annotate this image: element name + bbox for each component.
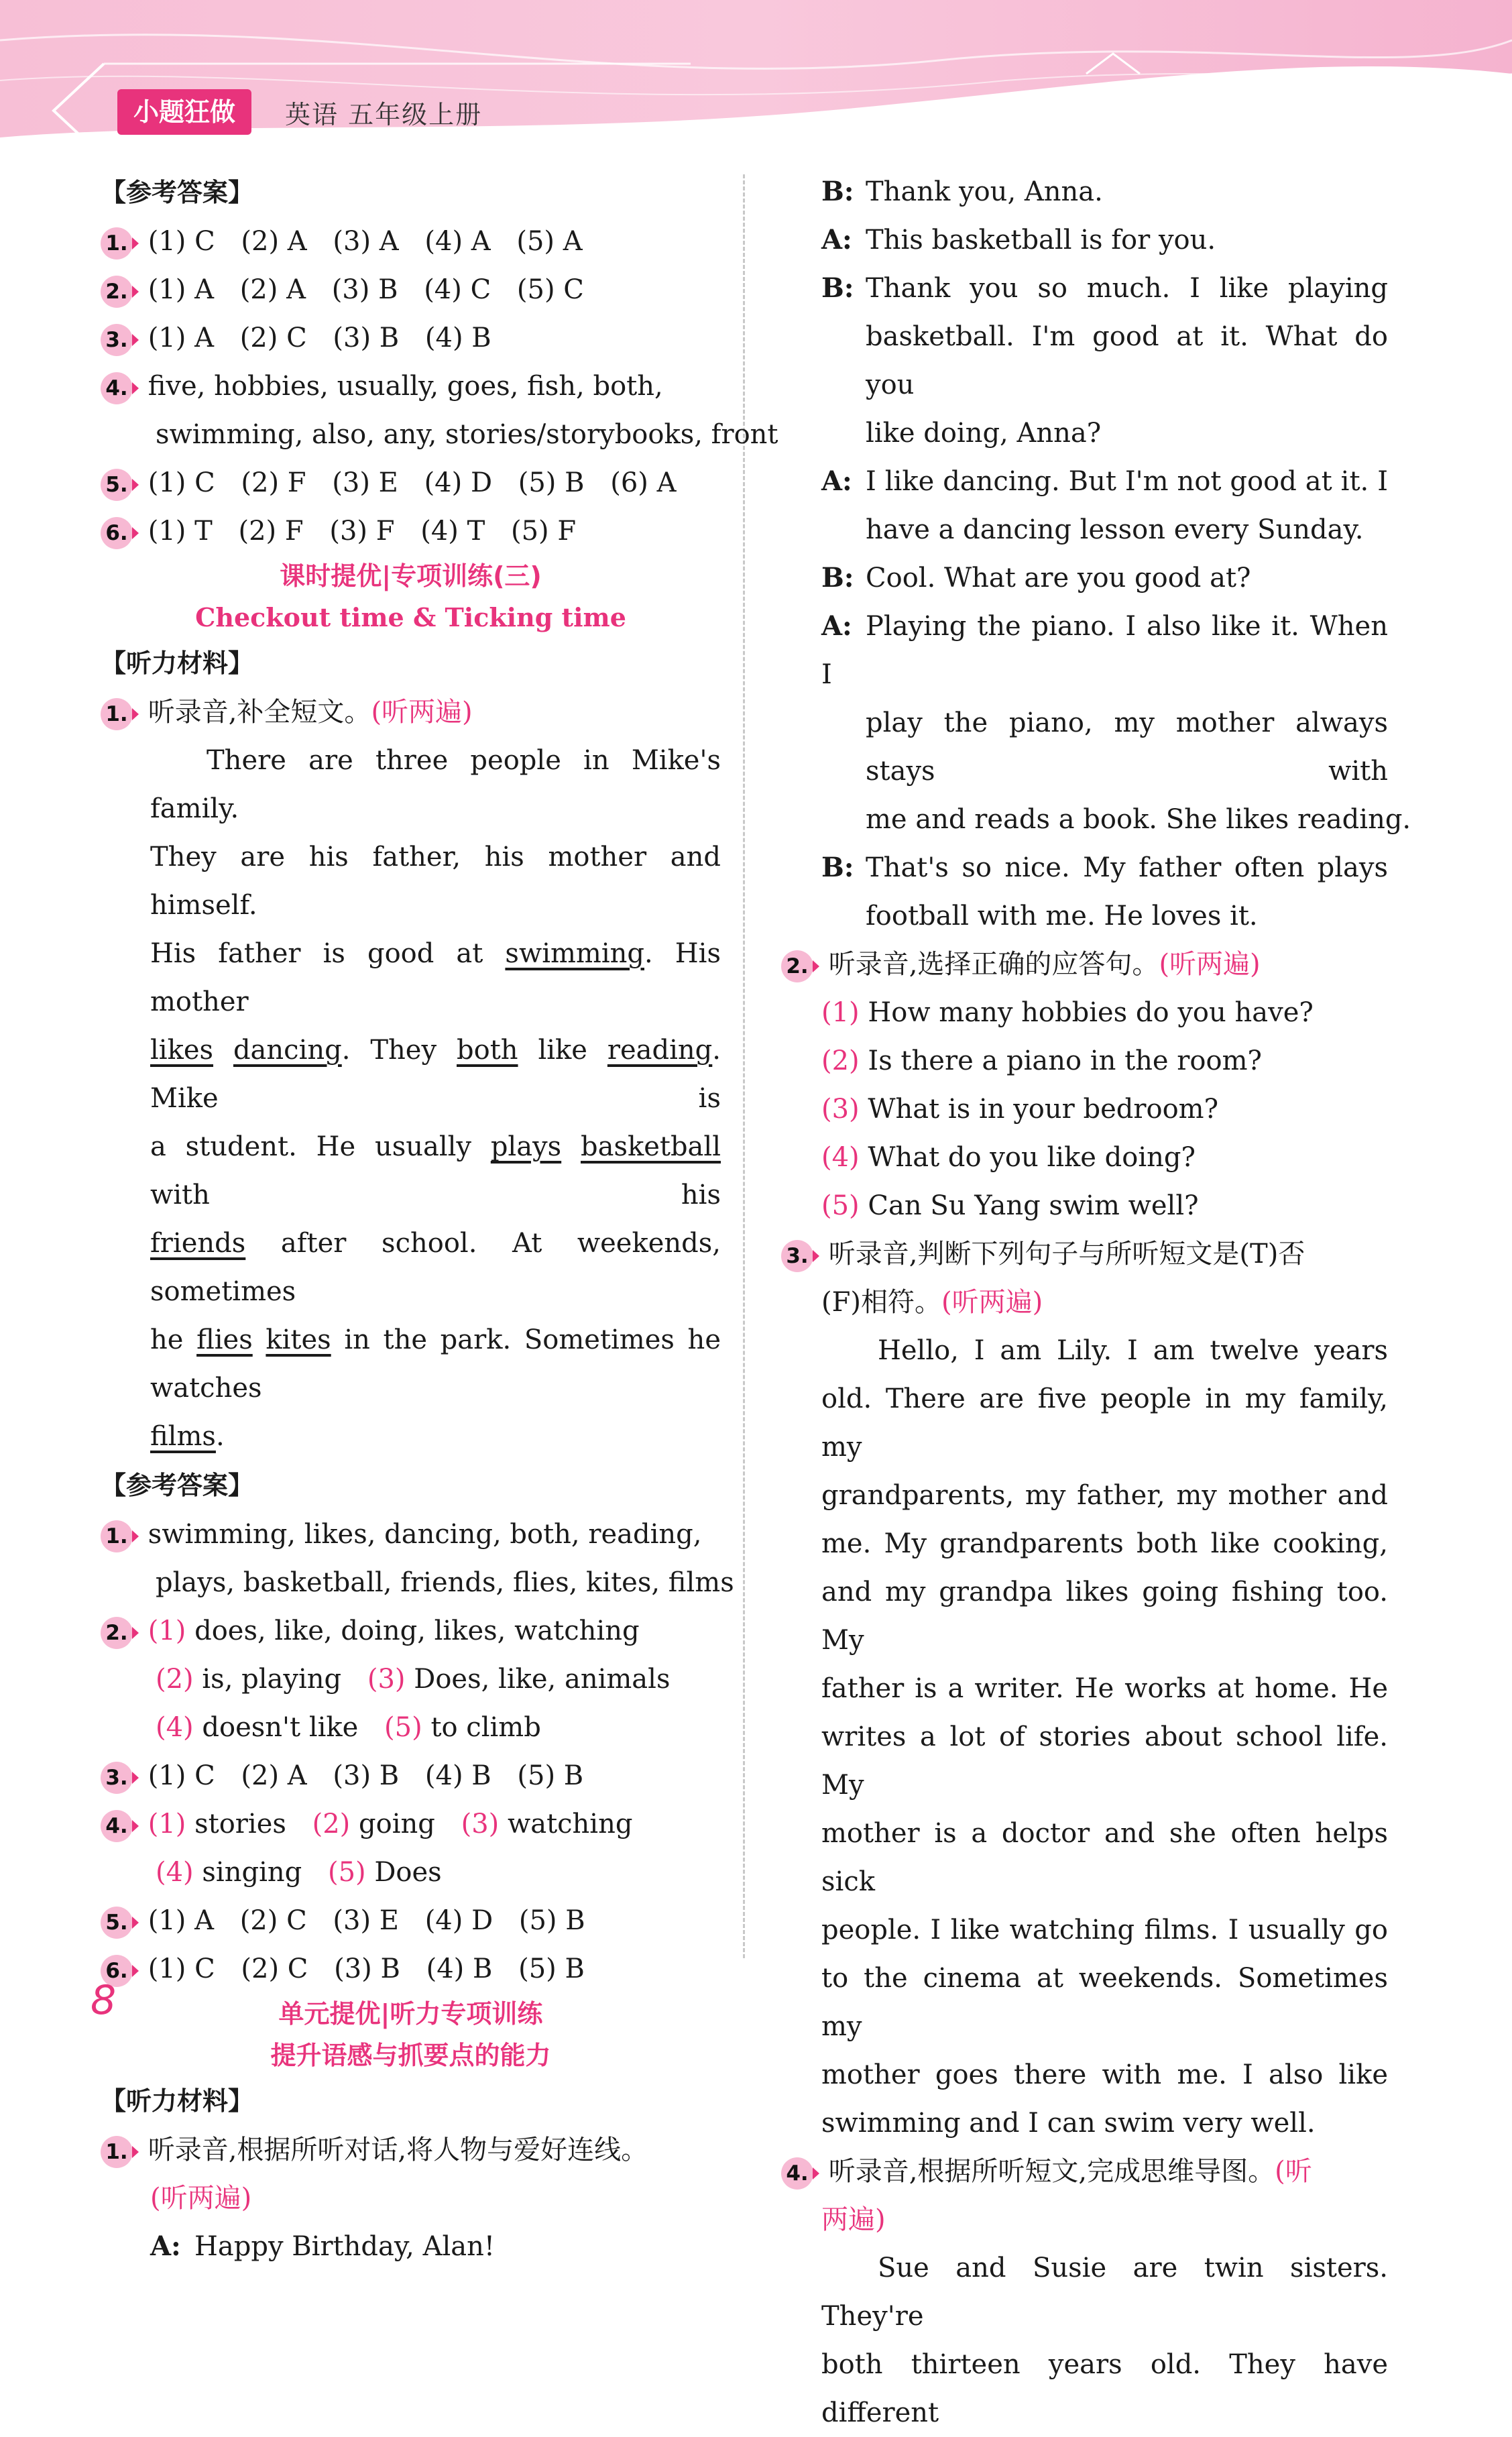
dialogue-text: I like dancing. But I'm not good at it. I — [866, 466, 1388, 497]
answer: (1) A — [148, 323, 214, 353]
blank-answer: flies — [196, 1324, 253, 1355]
fill-blank-passage — [101, 736, 721, 1461]
answer-text: going — [359, 1809, 435, 1839]
passage-line: Sue and Susie are twin sisters. They're — [821, 2253, 1388, 2332]
answer: (4) B — [426, 1953, 493, 1984]
text: His father is good at — [150, 938, 506, 969]
sub-number: (1) — [821, 997, 860, 1028]
question-number-badge: 1. — [101, 2136, 133, 2168]
sub-number: (3) — [367, 1664, 406, 1695]
sub-number: (1) — [148, 1616, 186, 1646]
answer: (2) A — [241, 1760, 307, 1791]
listening-material-heading-2: 【听力材料】 — [101, 2086, 254, 2116]
answer: (2) C — [239, 1905, 307, 1936]
answer: (4) D — [424, 1905, 493, 1936]
answer-text: Does — [374, 1857, 442, 1888]
answer: (1) T — [148, 516, 213, 547]
passage-line: people. I like watching films. I usually go — [821, 1915, 1388, 1945]
text: after school. At weekends, sometimes — [150, 1228, 721, 1307]
answer: (1) C — [148, 1760, 215, 1791]
answer: (2) F — [238, 516, 304, 547]
dialogue-line-continued: me and reads a book. She likes reading. — [866, 804, 1411, 835]
dialogue-text: This basketball is for you. — [866, 225, 1216, 256]
speaker-label: A: — [150, 2230, 181, 2262]
question-number-badge: 3. — [781, 1240, 813, 1272]
question-text: What do you like doing? — [868, 1142, 1196, 1173]
text: . Mike is — [150, 1035, 721, 1114]
header-badge: 小题狂做 — [117, 89, 251, 135]
answer-row-5 — [101, 1896, 721, 1945]
question-number-badge: 4. — [101, 372, 133, 404]
question-text: What is in your bedroom? — [868, 1094, 1219, 1125]
passage-line: There are three people in Mike's family. — [150, 745, 721, 824]
dialogue-line-continued: basketball. I'm good at it. What do you — [866, 321, 1388, 400]
answer-row-6 — [101, 1945, 721, 1993]
blank-answer: basketball — [580, 1131, 721, 1162]
question-item — [821, 1085, 1388, 1133]
answer-text: swimming, likes, dancing, both, reading, — [148, 1519, 702, 1550]
dialogue-block — [821, 168, 1411, 940]
answer: (4) B — [424, 1760, 491, 1791]
answer-row-2-continued — [101, 1703, 721, 1752]
listening-question-2 — [781, 940, 1388, 988]
text: like — [518, 1035, 607, 1066]
answer: (3) B — [333, 1760, 400, 1791]
speaker-label: B: — [821, 176, 854, 207]
speaker-label: A: — [821, 465, 852, 497]
answer: (5) F — [511, 516, 577, 547]
answer: (3) B — [333, 323, 400, 353]
passage-line — [150, 1123, 721, 1219]
passage-line — [150, 929, 721, 1026]
answer: (4) T — [420, 516, 485, 547]
answer: (2) A — [239, 274, 306, 305]
instruction: 听录音,选择正确的应答句。 — [828, 949, 1159, 980]
answer: (5) A — [516, 226, 583, 257]
passage-line — [150, 1316, 721, 1412]
section-subtitle-cn-2: 提升语感与抓要点的能力 — [270, 2041, 551, 2070]
answer-row-2 — [101, 266, 721, 314]
listen-twice-note: (听两遍) — [150, 2183, 252, 2214]
answer-row-6 — [101, 507, 721, 555]
passage-line — [150, 1412, 721, 1461]
instruction: 听录音,补全短文。 — [148, 697, 371, 728]
sub-number: (5) — [821, 1190, 860, 1221]
answer: (1) C — [148, 467, 215, 498]
blank-answer: friends — [150, 1228, 246, 1259]
text: a student. He usually — [150, 1131, 491, 1162]
answer-row-4-continued — [101, 1848, 721, 1896]
instruction: 听录音,判断下列句子与所听短文是(T)否 — [828, 1239, 1305, 1269]
dialogue-line — [821, 844, 1388, 892]
blank-answer: both — [457, 1035, 518, 1066]
sub-number: (2) — [821, 1045, 860, 1076]
speaker-label: A: — [821, 224, 852, 256]
passage-line: both thirteen years old. They have different — [821, 2349, 1388, 2428]
dialogue-text: Thank you so much. I like playing — [866, 273, 1388, 304]
answer-row-1-continued: plays, basketball, friends, flies, kites, films — [156, 1567, 734, 1598]
passage-line: and my grandpa likes going fishing too. My — [821, 1577, 1388, 1656]
listen-twice-note: (听两遍) — [941, 1287, 1043, 1318]
answer-text: to climb — [430, 1712, 541, 1743]
answer: (2) C — [241, 1953, 308, 1984]
text: in the park. Sometimes he watches — [150, 1324, 721, 1404]
question-number-badge: 2. — [101, 1617, 133, 1649]
dialogue-text: Playing the piano. I also like it. When I — [821, 611, 1388, 690]
question-number-badge: 2. — [781, 950, 813, 982]
answer-text: Does, like, animals — [414, 1664, 671, 1695]
answer-row-4 — [101, 362, 721, 410]
answer: (3) B — [331, 274, 398, 305]
answer: (6) A — [610, 467, 677, 498]
passage-line: to the cinema at weekends. Sometimes my — [821, 1963, 1388, 2042]
passage-line: mother goes there with me. I also like — [821, 2059, 1388, 2090]
blank-answer: films — [150, 1421, 216, 1452]
listening-question-1 — [101, 688, 721, 736]
passage-line: grandparents, my father, my mother and — [821, 1480, 1388, 1511]
speaker-label: A: — [821, 610, 852, 642]
dialogue-line — [821, 554, 1388, 602]
instruction: 听录音,根据所听短文,完成思维导图。 — [828, 2156, 1275, 2187]
answer: (1) A — [148, 274, 214, 305]
question-item — [821, 1037, 1388, 1085]
answer-row-2-continued — [101, 1655, 721, 1703]
answer: (5) C — [516, 274, 584, 305]
text: with his — [150, 1180, 721, 1210]
lily-passage — [821, 1326, 1388, 2147]
question-number-badge: 5. — [101, 469, 133, 501]
question-number-badge: 4. — [101, 1810, 133, 1842]
answer-text: stories — [194, 1809, 286, 1839]
question-number-badge: 3. — [101, 324, 133, 356]
answer: (1) C — [148, 226, 215, 257]
dialogue-text: Thank you, Anna. — [866, 176, 1103, 207]
instruction-continued — [821, 1278, 1388, 1326]
passage-line — [150, 1219, 721, 1316]
section-title-en: Checkout time & Ticking time — [195, 602, 626, 632]
passage-line — [150, 1026, 721, 1123]
dialogue-line-continued: football with me. He loves it. — [866, 901, 1258, 931]
passage-line: me. My grandparents both like cooking, — [821, 1528, 1388, 1559]
speaker-label: B: — [821, 562, 854, 593]
answer-row-3 — [101, 314, 721, 362]
question-number-badge: 4. — [781, 2157, 813, 2190]
speaker-label: B: — [821, 852, 854, 883]
text: . His mother — [150, 938, 721, 1017]
sub-number: (4) — [156, 1857, 194, 1888]
blank-answer: dancing — [233, 1035, 342, 1066]
answer: (5) B — [518, 467, 585, 498]
header-band — [0, 0, 1512, 154]
listen-twice-note: (听 — [1275, 2156, 1312, 2187]
answer: (3) F — [329, 516, 395, 547]
dialogue-text: Happy Birthday, Alan! — [194, 2231, 495, 2262]
text: he — [150, 1324, 197, 1355]
dialogue-line-continued: have a dancing lesson every Sunday. — [866, 514, 1364, 545]
answer: (5) B — [518, 1905, 585, 1936]
answer-text: doesn't like — [202, 1712, 359, 1743]
answer-row-5 — [101, 459, 721, 507]
answer: (5) B — [518, 1953, 585, 1984]
question-number-badge: 3. — [101, 1762, 133, 1794]
blank-answer: likes — [150, 1035, 214, 1066]
header-subtitle: 英语 五年级上册 — [285, 100, 483, 129]
reference-answers-heading: 【参考答案】 — [101, 178, 254, 207]
answer-text: does, like, doing, likes, watching — [194, 1616, 640, 1646]
section-title-cn-2: 单元提优|听力专项训练 — [278, 1999, 543, 2029]
answer-row-1 — [101, 1510, 721, 1558]
text: . They — [341, 1035, 457, 1066]
sub-number: (4) — [821, 1142, 860, 1173]
right-column — [786, 168, 1411, 2437]
question-item — [821, 1133, 1388, 1182]
passage-line: mother is a doctor and she often helps sick — [821, 1818, 1388, 1897]
question-number-badge: 5. — [101, 1907, 133, 1939]
answer-row-4-continued: swimming, also, any, stories/storybooks, front — [156, 419, 778, 450]
instruction: (F)相符。 — [821, 1287, 941, 1318]
blank-answer: reading — [607, 1035, 713, 1066]
sub-number: (3) — [821, 1094, 860, 1125]
listen-twice-note-continued: 两遍) — [821, 2204, 886, 2235]
answer-text: is, playing — [202, 1664, 342, 1695]
dialogue-line — [821, 168, 1388, 216]
text: . — [215, 1421, 225, 1452]
answer: (1) C — [148, 1953, 215, 1984]
question-item — [821, 988, 1388, 1037]
sub-number: (2) — [156, 1664, 194, 1695]
dialogue-line — [821, 264, 1388, 313]
question-number-badge: 1. — [101, 227, 133, 260]
dialogue-line-continued: play the piano, my mother always stays with — [866, 707, 1388, 787]
listening-question-1 — [101, 2126, 721, 2174]
sub-number: (3) — [461, 1809, 500, 1839]
answer-row-1 — [101, 217, 721, 266]
blank-answer: swimming — [505, 938, 644, 969]
answer-text: watching — [507, 1809, 633, 1839]
speaker-label: B: — [821, 272, 854, 304]
listening-material-heading: 【听力材料】 — [101, 648, 254, 678]
answer: (5) B — [517, 1760, 584, 1791]
answer-row-2 — [101, 1607, 721, 1655]
dialogue-text: That's so nice. My father often plays — [866, 852, 1388, 883]
section-title-cn: 课时提优|专项训练(三) — [280, 561, 542, 591]
answer: (2) A — [241, 226, 307, 257]
sub-number: (5) — [327, 1857, 366, 1888]
listening-question-4 — [781, 2147, 1388, 2196]
dialogue-line-continued: like doing, Anna? — [866, 418, 1102, 449]
answer: (3) A — [333, 226, 399, 257]
question-number-badge: 6. — [101, 1955, 133, 1987]
passage-line: father is a writer. He works at home. He — [821, 1673, 1388, 1704]
answer-row-4 — [101, 1800, 721, 1848]
sub-number: (4) — [156, 1712, 194, 1743]
answer: (4) C — [424, 274, 491, 305]
dialogue-line — [821, 457, 1388, 506]
question-text: How many hobbies do you have? — [868, 997, 1314, 1028]
passage-line: They are his father, his mother and himself. — [150, 842, 721, 921]
answer: (1) A — [148, 1905, 214, 1936]
question-text: Is there a piano in the room? — [868, 1045, 1262, 1076]
answer-text: singing — [202, 1857, 302, 1888]
question-text: Can Su Yang swim well? — [868, 1190, 1199, 1221]
answer: (3) E — [333, 1905, 399, 1936]
listen-twice-note: (听两遍) — [371, 697, 473, 728]
question-number-badge: 1. — [101, 1520, 133, 1552]
sub-number: (2) — [312, 1809, 351, 1839]
instruction: 听录音,根据所听对话,将人物与爱好连线。 — [148, 2135, 648, 2165]
question-number-badge: 6. — [101, 517, 133, 549]
blank-answer: plays — [490, 1131, 562, 1162]
answer-text: five, hobbies, usually, goes, fish, both, — [148, 371, 663, 402]
answer: (4) D — [424, 467, 493, 498]
answer: (2) C — [239, 323, 307, 353]
answer: (3) E — [332, 467, 398, 498]
listen-twice-note: (听两遍) — [1159, 949, 1261, 980]
passage-line: old. There are five people in my family, my — [821, 1383, 1388, 1463]
answer-row-3 — [101, 1752, 721, 1800]
answer: (4) B — [424, 323, 491, 353]
dialogue-line — [101, 2222, 721, 2271]
reference-answers-heading-2: 【参考答案】 — [101, 1471, 254, 1500]
question-item — [821, 1182, 1388, 1230]
answer: (2) F — [241, 467, 306, 498]
sub-number: (5) — [384, 1712, 422, 1743]
passage-line: writes a lot of stories about school life. My — [821, 1721, 1388, 1801]
left-column — [101, 168, 778, 2271]
listening-question-3 — [781, 1230, 1388, 1278]
dialogue-line — [821, 216, 1388, 264]
dialogue-line — [821, 602, 1388, 699]
answer: (4) A — [424, 226, 491, 257]
passage-line: swimming and I can swim very well. — [821, 2108, 1316, 2139]
question-number-badge: 2. — [101, 276, 133, 308]
passage-line: Hello, I am Lily. I am twelve years — [878, 1335, 1388, 1366]
blank-answer: kites — [266, 1324, 331, 1355]
page-number: 8 — [91, 1977, 117, 2024]
question-number-badge: 1. — [101, 698, 133, 730]
answer: (3) B — [334, 1953, 400, 1984]
sub-number: (1) — [148, 1809, 186, 1839]
dialogue-text: Cool. What are you good at? — [866, 563, 1251, 593]
